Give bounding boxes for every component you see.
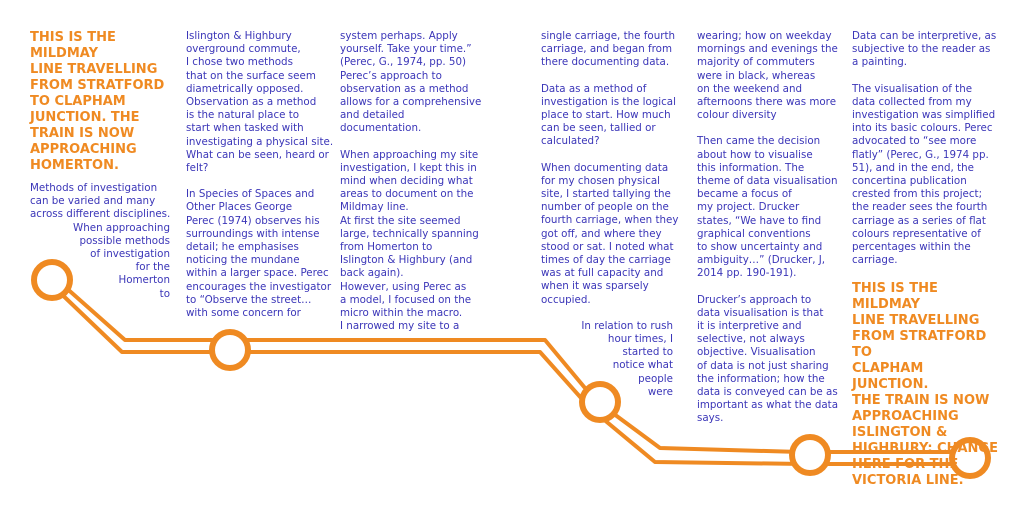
station-circle-4 — [792, 437, 828, 473]
col1-paragraph-2: When approaching possible methods of investigation for the Homerton to — [73, 221, 170, 300]
col1-paragraph-1: Methods of investigation can be varied and many across different disciplines. — [30, 182, 171, 221]
col3-paragraph-1: system perhaps. Apply yourself. Take your time.” (Perec, G., 1974, pp. 50) Perec’s approach to observation as a method allows for a comprehensive and detailed documentation. — [340, 30, 482, 135]
column-3 — [340, 30, 495, 333]
column-2 — [186, 30, 336, 320]
col5-paragraph-1: wearing; how on weekday mornings and evenings the majority of commuters were in black, whereas on the weekend and afternoons there was more colour diversity — [697, 30, 838, 122]
column-6 — [852, 30, 1002, 489]
col5-paragraph-3: Drucker’s approach to data visualisation is that it is interpretive and selective, not always objective. Visualisation of data is not just sharing the information; how the data is conveyed can be as important as what the data says. — [697, 293, 839, 425]
heading-homerton: THIS IS THE MILDMAY LINE TRAVELLING FROM STRATFORD TO CLAPHAM JUNCTION. THE TRAIN IS NOW APPROACHING HOMERTON. — [30, 30, 165, 173]
col6-paragraph-1: Data can be interpretive, as subjective to the reader as a painting. — [852, 30, 997, 69]
col6-paragraph-2: The visualisation of the data collected from my investigation was simplified into its basic colours. Perec advocated to “see more flatly” (Perec, G., 1974 pp. 51), and in the end, the concertina publication crested from this project; the reader sees the fourth carriage as a series of flat colours representative of percentages within the carriage. — [852, 82, 996, 267]
col4-paragraph-1: single carriage, the fourth carriage, and began from there documenting data. — [541, 30, 676, 69]
col4-paragraph-4: In relation to rush hour times, I started to notice what people were — [581, 319, 673, 398]
col2-paragraph-1: Islington & Highbury overground commute, I chose two methods that on the surface seem diametrically opposed. Observation as a method is the natural place to start when tasked with investigating a physical site. What can be seen, heard or felt? — [186, 30, 334, 175]
heading-islington: THIS IS THE MILDMAY LINE TRAVELLING FROM STRATFORD TO CLAPHAM JUNCTION. THE TRAIN IS NOW APPROACHING ISLINGTON & HIGHBURY; CHANGE HERE FOR THE VICTORIA LINE. — [852, 281, 998, 489]
col5-paragraph-2: Then came the decision about how to visualise this information. The theme of data visualisation became a focus of my project. Drucker states, “We have to find graphical conventions to show uncertainty and ambiguity…” (Drucker, J, 2014 pp. 190-191). — [697, 135, 838, 280]
column-4 — [541, 30, 686, 399]
col4-paragraph-3: When documenting data for my chosen physical site, I started tallying the number of people on the fourth carriage, when they got off, and where they stood or sat. I noted what times of day the carriage was at full capacity and when it was sparsely occupied. — [541, 161, 679, 306]
station-circle-2 — [212, 332, 248, 368]
col3-paragraph-2: When approaching my site investigation, I kept this in mind when deciding what areas to document on the Mildmay line. At first the site seemed large, technically spanning from Homerton to Islington & Highbury (and back again). However, using Perec as a model, I focused on the micro within the macro. I narrowed my site to a — [340, 148, 479, 333]
column-1 — [30, 30, 175, 301]
col4-paragraph-2: Data as a method of investigation is the logical place to start. How much can be seen, tallied or calculated? — [541, 82, 676, 148]
col2-paragraph-2: In Species of Spaces and Other Places George Perec (1974) observes his surroundings with intense detail; he emphasises noticing the mundane within a larger space. Perec encourages the investigator to “Observe the street… with some concern for — [186, 188, 332, 320]
column-5 — [697, 30, 842, 426]
